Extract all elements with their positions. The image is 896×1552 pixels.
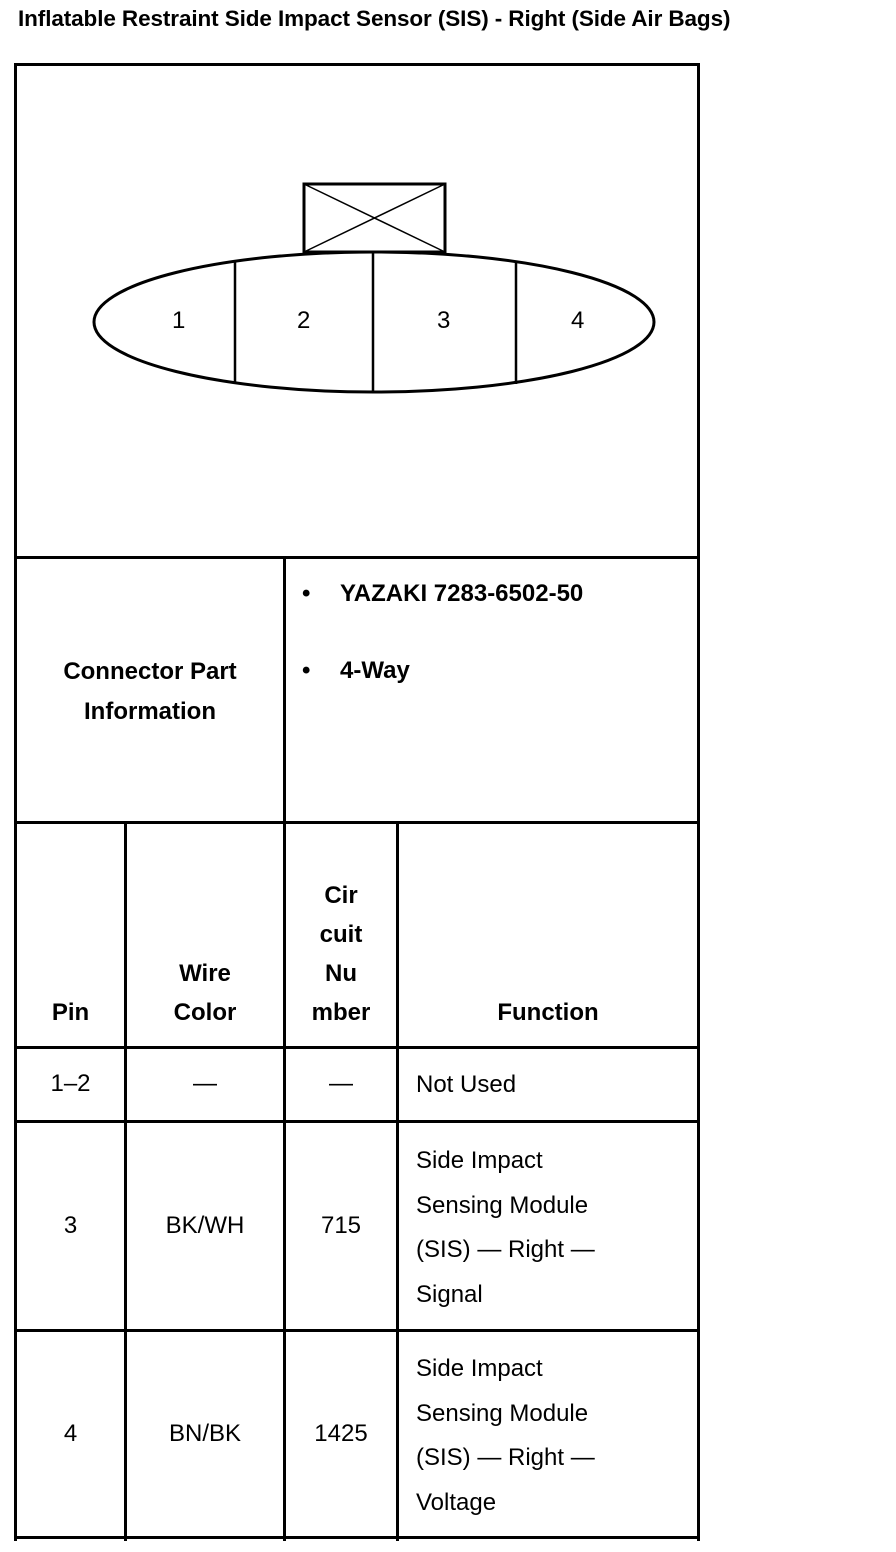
connector-latch-icon bbox=[304, 184, 445, 252]
part-info-item: • 4-Way bbox=[302, 657, 410, 684]
header-circuit-number: Cir cuit Nu mber bbox=[311, 882, 371, 1026]
header-function: Function bbox=[497, 999, 599, 1026]
header-pin: Pin bbox=[51, 999, 90, 1026]
cavity-label: 1 bbox=[172, 307, 186, 334]
column-divider bbox=[396, 821, 399, 1541]
part-info-item: • YAZAKI 7283-6502-50 bbox=[302, 580, 584, 607]
header-wire-color: Wire Color bbox=[173, 960, 237, 1026]
bullet-icon: • bbox=[302, 657, 311, 684]
page-title: Inflatable Restraint Side Impact Sensor (SIS) - Right (Side Air Bags) bbox=[18, 6, 731, 31]
cell-function: Not Used bbox=[416, 1071, 517, 1098]
part-info-label: Connector Part Information bbox=[63, 658, 237, 725]
cell-circuit: 715 bbox=[320, 1212, 362, 1239]
cell-pin: 3 bbox=[63, 1212, 78, 1239]
cell-circuit: 1425 bbox=[314, 1420, 368, 1447]
cell-pin: 4 bbox=[63, 1420, 78, 1447]
cell-function: Side Impact Sensing Module (SIS) — Right — Voltage bbox=[416, 1355, 595, 1516]
cavity-label: 3 bbox=[437, 307, 451, 334]
row-divider bbox=[14, 821, 700, 824]
cell-wire-color: — bbox=[193, 1070, 217, 1097]
connector-diagram bbox=[17, 66, 697, 558]
cell-circuit: — bbox=[329, 1070, 353, 1097]
row-divider bbox=[14, 1536, 700, 1539]
cell-wire-color: BN/BK bbox=[168, 1420, 242, 1447]
cell-function: Side Impact Sensing Module (SIS) — Right — Signal bbox=[416, 1147, 595, 1308]
cell-wire-color: BK/WH bbox=[165, 1212, 245, 1239]
cavity-label: 2 bbox=[297, 307, 311, 334]
cell-pin: 1–2 bbox=[50, 1070, 91, 1097]
column-divider bbox=[283, 556, 286, 824]
cavity-label: 4 bbox=[571, 307, 585, 334]
row-divider bbox=[14, 1329, 700, 1332]
row-divider bbox=[14, 1046, 700, 1049]
row-divider bbox=[14, 1120, 700, 1123]
bullet-icon: • bbox=[302, 580, 311, 607]
